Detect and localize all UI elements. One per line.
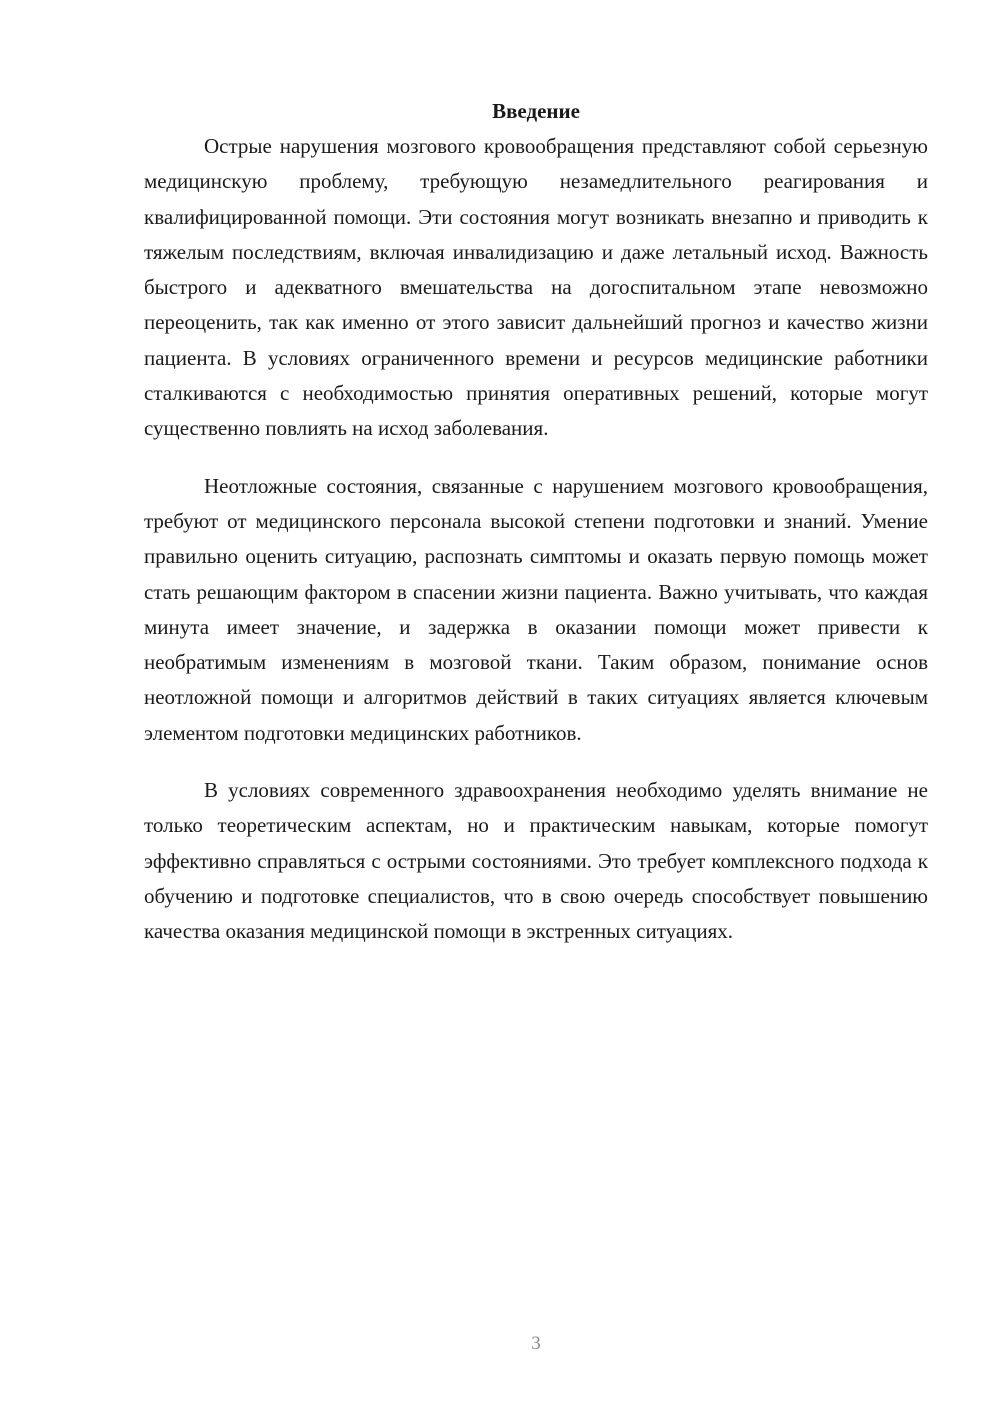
paragraph-3: В условиях современного здравоохранения необходимо уделять внимание не только теоретическим аспектам, но и практическим навыкам, которые помогут эффективно справляться с острыми состояниями. Это требует комплексного подхода к обучению и подготовке специалистов, что в свою очередь способствует повышению качества оказания медицинской помощи в экстренных ситуациях. bbox=[144, 778, 928, 944]
paragraph-1: Острые нарушения мозгового кровообращения представляют собой серьезную медицинскую проблему, требующую незамедлительного реагирования и квалифицированной помощи. Эти состояния могут возникать внезапно и приводить к тяжелым последствиям, включая инвалидизацию и даже летальный исход. Важность быстрого и адекватного вмешательства на догоспитальном этапе невозможно переоценить, так как именно от этого зависит дальнейший прогноз и качество жизни пациента. В условиях ограниченного времени и ресурсов медицинские работники сталкиваются с необходимостью принятия оперативных решений, которые могут существенно повлиять на исход заболевания. bbox=[144, 134, 928, 441]
document-body bbox=[144, 94, 928, 972]
section-heading: Введение bbox=[492, 99, 580, 123]
paragraph-2: Неотложные состояния, связанные с нарушением мозгового кровообращения, требуют от медицинского персонала высокой степени подготовки и знаний. Умение правильно оценить ситуацию, распознать симптомы и оказать первую помощь может стать решающим фактором в спасении жизни пациента. Важно учитывать, что каждая минута имеет значение, и задержка в оказании помощи может привести к необратимым изменениям в мозговой ткани. Таким образом, понимание основ неотложной помощи и алгоритмов действий в таких ситуациях является ключевым элементом подготовки медицинских работников. bbox=[144, 473, 928, 745]
page-number: 3 bbox=[531, 1333, 541, 1354]
